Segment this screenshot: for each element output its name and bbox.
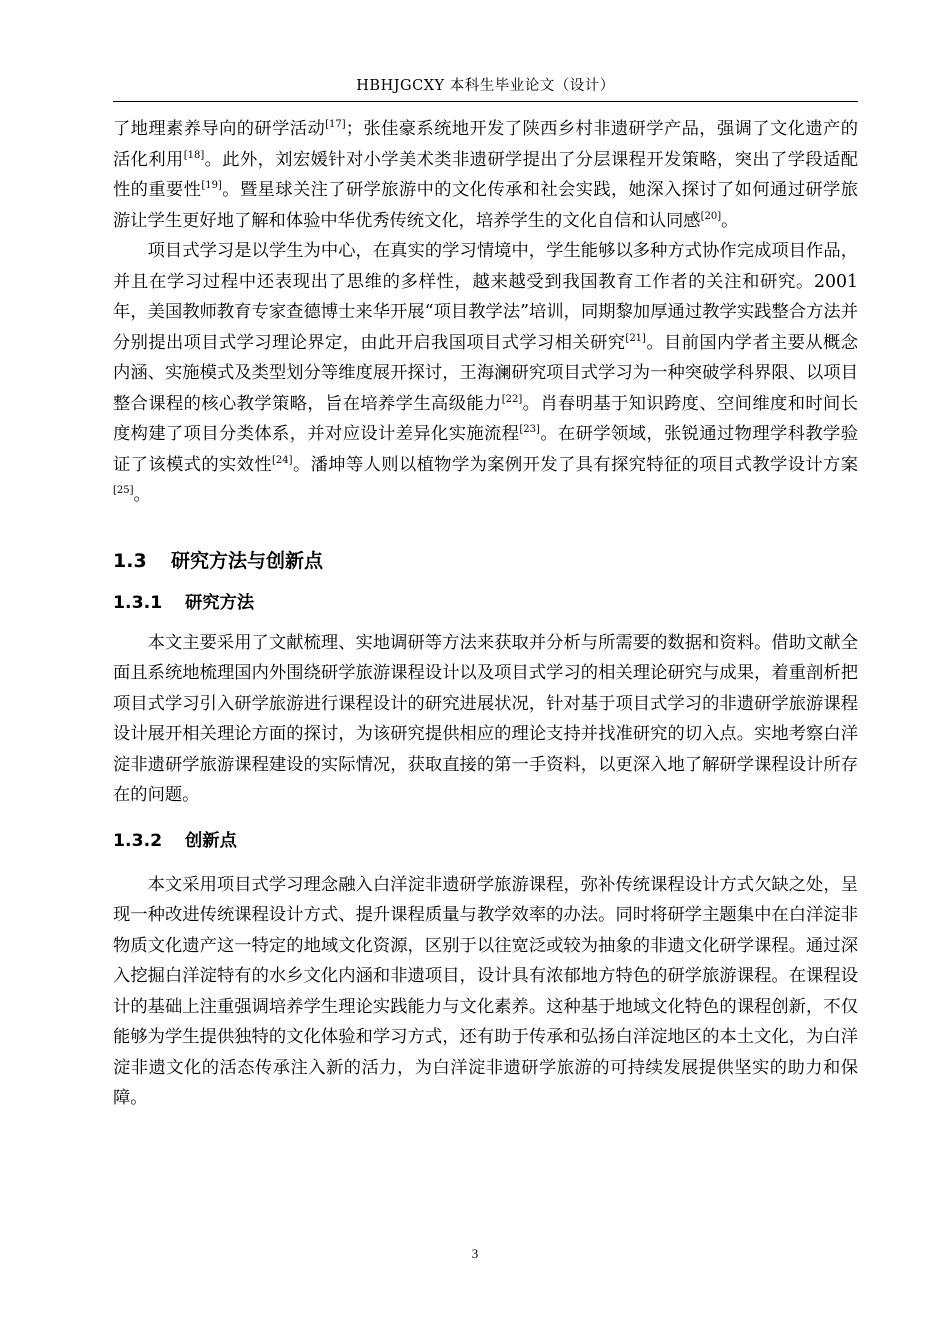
section-number: 1.3: [113, 549, 147, 572]
citation: [25]: [113, 485, 134, 496]
text-segment: ；张佳豪系统地开发了陕西乡村非遗研学产品，强调了文化遗产的活化利用: [113, 119, 858, 170]
text-segment: 。: [721, 210, 739, 231]
text-segment: 。此外，刘宏媛针对小学美术类非遗研学提出了分层课程开发策略，突出了学段适配性的重要性: [113, 149, 858, 200]
text-segment: 了地理素养导向的研学活动: [113, 119, 326, 139]
citation: [23]: [519, 424, 540, 435]
section-heading-1-3: [113, 547, 858, 575]
paragraph-related-research-1: [113, 114, 858, 236]
text-segment: 。在研学领域，张锐通过物理学科教学验证了该模式的实效性: [113, 424, 858, 475]
header-rule: [113, 101, 858, 102]
text-segment: 。暨星球关注了研学旅游中的文化传承和社会实践，她深入探讨了如何通过研学旅游让学生更好地了解和体验中华优秀传统文化，培养学生的文化自信和认同感: [113, 180, 858, 231]
citation: [18]: [183, 149, 205, 161]
text-segment: 项目式学习是以学生为中心，在真实的学习情境中，学生能够以多种方式协作完成项目作品，并且在学习过程中还表现出了思维的多样性，越来越受到我国教育工作者的关注和研究。2001 年，美国教师教育专家查德博士来华开展“项目教学法”培训，同期黎加厚通过教学实践整合方法并分别提出项目式学习理论界定，由此开启我国项目式学习相关研究: [113, 241, 858, 353]
text-segment: 。目前国内学者主要从概念内涵、实施模式及类型划分等维度展开探讨，王海澜研究项目式学习为一种突破学科界限、以项目整合课程的核心教学策略，旨在培养学生高级能力: [113, 332, 858, 414]
citation: [19]: [201, 180, 222, 191]
section-number: 1.3.2: [113, 830, 163, 851]
text-segment: 。肖春明基于知识跨度、空间维度和时间长度构建了项目分类体系，并对应设计差异化实施流程: [113, 393, 858, 444]
page-number: 3: [471, 1246, 479, 1261]
paragraph-project-based-learning: [113, 236, 858, 511]
section-title: 创新点: [185, 830, 237, 851]
running-header: HBHJGCXY 本科生毕业论文（设计）: [356, 78, 615, 94]
paragraph-research-methods: 本文主要采用了文献梳理、实地调研等方法来获取并分析与所需要的数据和资料。借助文献全面且系统地梳理国内外围绕研学旅游课程设计以及项目式学习的相关理论研究与成果，着重剖析把项目式学习引入研学旅游进行课程设计的研究进展状况，针对基于项目式学习的非遗研学旅游课程设计展开相关理论方面的探讨，为该研究提供相应的理论支持并找准研究的切入点。实地考察白洋淀非遗研学旅游课程建设的实际情况，获取直接的第一手资料，以更深入地了解研学课程设计所存在的问题。: [113, 632, 858, 805]
section-title: 研究方法与创新点: [171, 549, 324, 572]
page-body: [113, 114, 858, 1114]
section-title: 研究方法: [185, 592, 255, 613]
paragraph-innovations: 本文采用项目式学习理念融入白洋淀非遗研学旅游课程，弥补传统课程设计方式欠缺之处，呈现一种改进传统课程设计方式、提升课程质量与教学效率的办法。同时将研学主题集中在白洋淀非物质文化遗产这一特定的地域文化资源，区别于以往宽泛或较为抽象的非遗文化研学课程。通过深入挖掘白洋淀特有的水乡文化内涵和非遗项目，设计具有浓郁地方特色的研学旅游课程。在课程设计的基础上注重强调培养学生理论实践能力与文化素养。这种基于地域文化特色的课程创新，不仅能够为学生提供独特的文化体验和学习方式，还有助于传承和弘扬白洋淀地区的本土文化，为白洋淀非遗文化的活态传承注入新的活力，为白洋淀非遗研学旅游的可持续发展提供坚实的助力和保障。: [113, 874, 858, 1108]
section-heading-1-3-2: [113, 828, 858, 854]
citation: [24]: [272, 454, 293, 466]
text-segment: 。: [133, 485, 151, 505]
section-heading-1-3-1: [113, 590, 858, 616]
citation: [21]: [625, 332, 646, 344]
text-segment: 。潘坤等人则以植物学为案例开发了具有探究特征的项目式教学设计方案: [292, 454, 858, 475]
citation: [22]: [501, 393, 523, 405]
section-number: 1.3.1: [113, 592, 163, 613]
citation: [20]: [700, 210, 722, 222]
citation: [17]: [325, 119, 346, 130]
